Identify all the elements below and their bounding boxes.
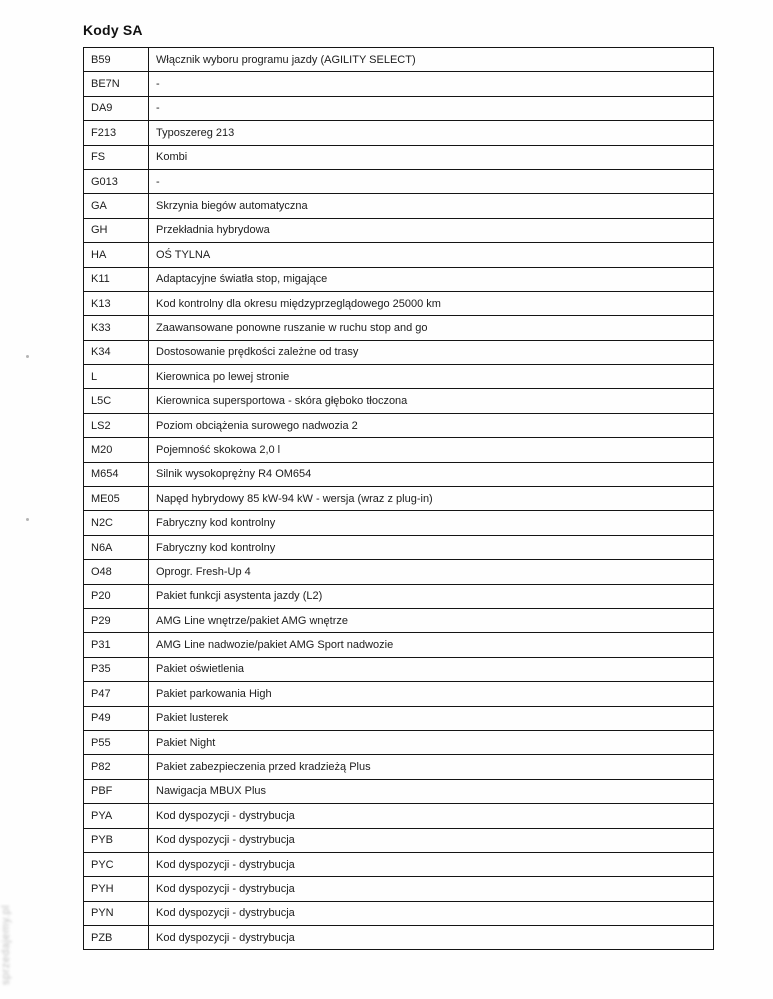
- table-row: [84, 779, 714, 803]
- table-row: [84, 365, 714, 389]
- desc-cell: Kod dyspozycji - dystrybucja: [149, 901, 714, 925]
- desc-cell: Fabryczny kod kontrolny: [149, 535, 714, 559]
- table-row: [84, 316, 714, 340]
- site-watermark: sprzedajemy.pl: [0, 904, 13, 986]
- desc-cell: OŚ TYLNA: [149, 243, 714, 267]
- table-row: [84, 389, 714, 413]
- table-row: [84, 682, 714, 706]
- table-row: [84, 169, 714, 193]
- desc-cell: Oprogr. Fresh-Up 4: [149, 560, 714, 584]
- table-row: [84, 584, 714, 608]
- desc-cell: Kod dyspozycji - dystrybucja: [149, 852, 714, 876]
- desc-cell: Nawigacja MBUX Plus: [149, 779, 714, 803]
- code-cell: P29: [84, 608, 149, 632]
- code-cell: PBF: [84, 779, 149, 803]
- desc-cell: Typoszereg 213: [149, 121, 714, 145]
- code-cell: PYB: [84, 828, 149, 852]
- table-row: [84, 438, 714, 462]
- table-row: [84, 877, 714, 901]
- table-row: [84, 657, 714, 681]
- code-cell: K34: [84, 340, 149, 364]
- page-title: Kody SA: [83, 22, 143, 38]
- table-row: [84, 487, 714, 511]
- code-cell: P82: [84, 755, 149, 779]
- code-cell: G013: [84, 169, 149, 193]
- code-cell: N6A: [84, 535, 149, 559]
- table-row: [84, 145, 714, 169]
- desc-cell: Silnik wysokoprężny R4 OM654: [149, 462, 714, 486]
- desc-cell: Fabryczny kod kontrolny: [149, 511, 714, 535]
- code-cell: GA: [84, 194, 149, 218]
- code-cell: P31: [84, 633, 149, 657]
- table-row: [84, 267, 714, 291]
- table-row: [84, 633, 714, 657]
- table-row: [84, 96, 714, 120]
- desc-cell: Kod kontrolny dla okresu międzyprzeglądowego 25000 km: [149, 291, 714, 315]
- desc-cell: Dostosowanie prędkości zależne od trasy: [149, 340, 714, 364]
- desc-cell: Kombi: [149, 145, 714, 169]
- desc-cell: Adaptacyjne światła stop, migające: [149, 267, 714, 291]
- table-row: [84, 291, 714, 315]
- desc-cell: Kod dyspozycji - dystrybucja: [149, 804, 714, 828]
- desc-cell: Skrzynia biegów automatyczna: [149, 194, 714, 218]
- code-cell: PYH: [84, 877, 149, 901]
- code-cell: GH: [84, 218, 149, 242]
- code-cell: DA9: [84, 96, 149, 120]
- desc-cell: Kod dyspozycji - dystrybucja: [149, 828, 714, 852]
- code-cell: B59: [84, 48, 149, 72]
- code-cell: P55: [84, 730, 149, 754]
- desc-cell: -: [149, 169, 714, 193]
- code-cell: PYA: [84, 804, 149, 828]
- desc-cell: Kierownica supersportowa - skóra głęboko tłoczona: [149, 389, 714, 413]
- table-row: [84, 755, 714, 779]
- desc-cell: Pakiet funkcji asystenta jazdy (L2): [149, 584, 714, 608]
- desc-cell: Poziom obciążenia surowego nadwozia 2: [149, 413, 714, 437]
- desc-cell: -: [149, 72, 714, 96]
- code-cell: P49: [84, 706, 149, 730]
- table-row: [84, 730, 714, 754]
- code-cell: P47: [84, 682, 149, 706]
- desc-cell: Pakiet oświetlenia: [149, 657, 714, 681]
- scan-speck: [26, 518, 29, 521]
- code-cell: PYC: [84, 852, 149, 876]
- sa-codes-section: [83, 22, 713, 950]
- table-row: [84, 706, 714, 730]
- desc-cell: -: [149, 96, 714, 120]
- desc-cell: Kod dyspozycji - dystrybucja: [149, 877, 714, 901]
- desc-cell: Kod dyspozycji - dystrybucja: [149, 926, 714, 950]
- table-row: [84, 218, 714, 242]
- scan-speck: [26, 355, 29, 358]
- desc-cell: Pakiet parkowania High: [149, 682, 714, 706]
- desc-cell: Włącznik wyboru programu jazdy (AGILITY SELECT): [149, 48, 714, 72]
- code-cell: O48: [84, 560, 149, 584]
- desc-cell: Pakiet Night: [149, 730, 714, 754]
- code-cell: K11: [84, 267, 149, 291]
- code-cell: LS2: [84, 413, 149, 437]
- table-row: [84, 511, 714, 535]
- code-cell: N2C: [84, 511, 149, 535]
- table-row: [84, 121, 714, 145]
- code-cell: PZB: [84, 926, 149, 950]
- desc-cell: AMG Line nadwozie/pakiet AMG Sport nadwozie: [149, 633, 714, 657]
- table-row: [84, 243, 714, 267]
- code-cell: K33: [84, 316, 149, 340]
- desc-cell: Kierownica po lewej stronie: [149, 365, 714, 389]
- code-cell: HA: [84, 243, 149, 267]
- table-row: [84, 926, 714, 950]
- desc-cell: Napęd hybrydowy 85 kW-94 kW - wersja (wraz z plug-in): [149, 487, 714, 511]
- desc-cell: Pakiet lusterek: [149, 706, 714, 730]
- code-cell: P35: [84, 657, 149, 681]
- desc-cell: Pakiet zabezpieczenia przed kradzieżą Plus: [149, 755, 714, 779]
- code-cell: PYN: [84, 901, 149, 925]
- desc-cell: Pojemność skokowa 2,0 l: [149, 438, 714, 462]
- table-row: [84, 608, 714, 632]
- table-row: [84, 340, 714, 364]
- desc-cell: AMG Line wnętrze/pakiet AMG wnętrze: [149, 608, 714, 632]
- table-row: [84, 462, 714, 486]
- table-row: [84, 48, 714, 72]
- code-cell: M654: [84, 462, 149, 486]
- code-cell: K13: [84, 291, 149, 315]
- code-cell: P20: [84, 584, 149, 608]
- table-row: [84, 901, 714, 925]
- sa-table-body: [84, 48, 714, 950]
- table-row: [84, 852, 714, 876]
- table-row: [84, 828, 714, 852]
- table-row: [84, 72, 714, 96]
- table-row: [84, 413, 714, 437]
- table-row: [84, 535, 714, 559]
- code-cell: BE7N: [84, 72, 149, 96]
- table-row: [84, 804, 714, 828]
- desc-cell: Przekładnia hybrydowa: [149, 218, 714, 242]
- code-cell: L: [84, 365, 149, 389]
- code-cell: F213: [84, 121, 149, 145]
- desc-cell: Zaawansowane ponowne ruszanie w ruchu stop and go: [149, 316, 714, 340]
- code-cell: ME05: [84, 487, 149, 511]
- code-cell: M20: [84, 438, 149, 462]
- table-row: [84, 194, 714, 218]
- code-cell: L5C: [84, 389, 149, 413]
- sa-codes-table: [83, 47, 714, 950]
- table-row: [84, 560, 714, 584]
- code-cell: FS: [84, 145, 149, 169]
